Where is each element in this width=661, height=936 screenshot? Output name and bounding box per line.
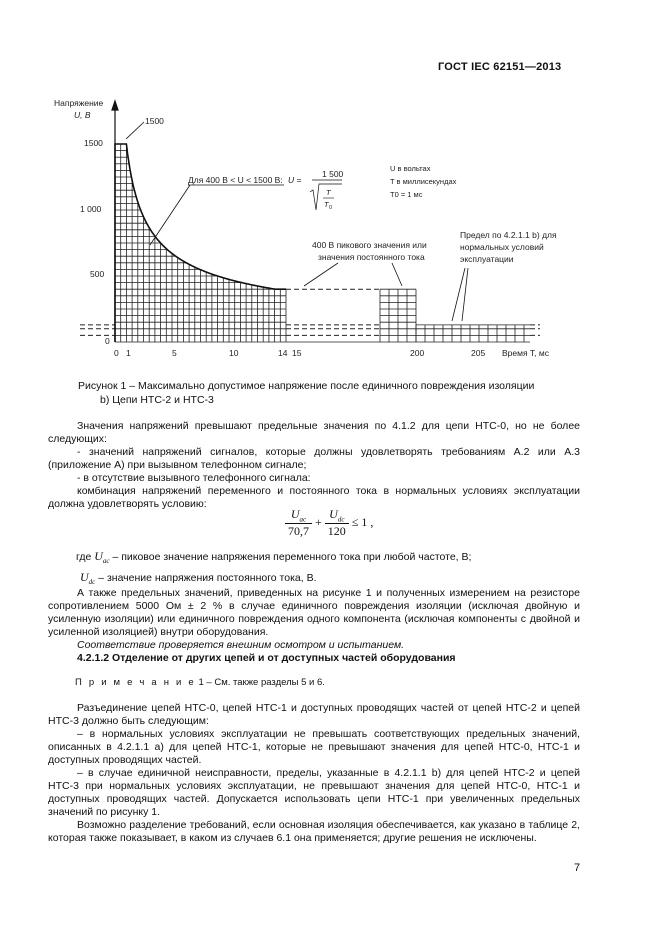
peak-label: 1500 <box>145 116 164 126</box>
note <box>75 677 325 688</box>
formula-numerator: 1 500 <box>322 169 344 179</box>
where-symbol-uac: U <box>94 549 103 563</box>
callout-limit-line3: эксплуатации <box>460 254 514 264</box>
x-tick-1: 1 <box>126 348 131 358</box>
legend-t: T в миллисекундах <box>390 177 457 186</box>
where-text-uac: – пиковое значение напряжения переменного тока при любой частоте, В; <box>112 551 472 563</box>
formula-leader <box>150 185 190 245</box>
figure-caption: Рисунок 1 – Максимально допустимое напряжение после единичного повреждения изоляции <box>78 380 535 392</box>
paragraph-7: Разъединение цепей НТС-0, цепей НТС-1 и доступных проводящих частей от цепей НТС-2 и цепей НТС-3 должно быть следующим: <box>48 702 580 727</box>
where-symbol-udc-sub: dc <box>88 578 96 587</box>
x-tick-5: 5 <box>172 348 177 358</box>
callout-400v-leader-left <box>304 263 338 286</box>
formula-t0-sub: 0 <box>329 205 333 211</box>
paragraph-1: Значения напряжений превышают предельные значения по 4.1.2 для цепи НТС-0, но не более следующих: <box>48 420 580 445</box>
formula-plus: + <box>315 514 322 529</box>
formula-u-dc-sub: dc <box>337 515 345 524</box>
callout-400v-line2: значения постоянного тока <box>318 252 425 262</box>
x-tick-15: 15 <box>292 348 302 358</box>
formula-t: T <box>326 188 331 197</box>
paragraph-3: - в отсутствие вызывного телефонного сигнала: <box>77 472 311 484</box>
formula-u-ac: U <box>290 507 300 521</box>
page-number: 7 <box>574 862 581 874</box>
where-symbol-uac-sub: ac <box>102 557 110 566</box>
formula-u-ac-sub: ac <box>299 515 307 524</box>
figure-axes <box>112 101 118 342</box>
x-tick-205: 205 <box>471 348 486 358</box>
x-axis-label: Время T, мс <box>502 348 549 358</box>
x-tick-0: 0 <box>114 348 119 358</box>
where-prefix: где <box>76 551 92 563</box>
voltage-time-figure <box>40 92 600 377</box>
formula-prefix: Для 400 В < U < 1500 В: <box>188 175 283 185</box>
x-tick-14: 14 <box>278 348 288 358</box>
peak-leader <box>126 122 144 139</box>
formula-tail: ≤ 1 , <box>351 514 374 529</box>
paragraph-2: - значений напряжений сигналов, которые должны удовлетворять требованиям А.2 или А.3 (приложение А) при вызывном телефонном сигнале; <box>48 446 580 471</box>
y-axis-unit: U, B <box>74 110 91 120</box>
y-tick-0: 0 <box>105 336 110 346</box>
document-header: ГОСТ IEC 62151—2013 <box>438 61 562 73</box>
x-tick-200: 200 <box>410 348 425 358</box>
formula-u-dc: U <box>329 507 338 521</box>
section-heading-4-2-1-2: 4.2.1.2 Отделение от других цепей и от доступных частей оборудования <box>77 652 456 664</box>
paragraph-4: комбинация напряжений переменного и постоянного тока в нормальных условиях эксплуатации должна удовлетворять условию: <box>48 485 580 510</box>
note-text: 1 – См. также разделы 5 и 6. <box>195 677 325 688</box>
paragraph-9: – в случае единичной неисправности, пределы, указанные в 4.2.1.1 b) для цепей НТС-2 и цепей НТС-3 при нормальных условиях эксплуатации, не превышают значения для цепей НТС-0, НТС-1 и доступных проводящих частей. Допускается использовать цепи НТС-1 при увеличенных предельных значений по рисунку 1. <box>48 767 580 818</box>
callout-400v-leader-right <box>392 263 402 286</box>
legend-u: U в вольтах <box>390 164 431 173</box>
condition-formula <box>285 507 373 539</box>
x-tick-10: 10 <box>229 348 239 358</box>
legend-t0: T0 = 1 мс <box>390 190 423 199</box>
where-text-udc: – значение напряжения постоянного тока, В. <box>98 572 317 584</box>
definition-uac <box>76 550 580 568</box>
paragraph-8: – в нормальных условиях эксплуатации не превышать соответствующих предельных значений, описанных в 4.2.1.1 а) для цепей НТС-1, которые не превышают значения для цепей НТС-0, НТС-1 и доступных проводящих частей. <box>48 728 580 766</box>
callout-limit-line2: нормальных условий <box>460 242 544 252</box>
y-axis-label: Напряжение <box>54 98 104 108</box>
formula-u: U = <box>288 175 302 185</box>
formula-den-1: 70,7 <box>288 524 309 539</box>
y-tick-500: 500 <box>90 269 105 279</box>
callout-limit-line1: Предел по 4.2.1.1 b) для <box>460 230 557 240</box>
paragraph-10: Возможно разделение требований, если основная изоляция обеспечивается, как указано в таблице 2, которая также показывает, в каком из случаев 6.1 она применяется; другие решения не исключены. <box>48 819 580 844</box>
compliance-statement: Соответствие проверяется внешним осмотром и испытанием. <box>77 639 405 651</box>
where-symbol-udc: U <box>80 570 89 584</box>
note-label: П р и м е ч а н и е <box>75 677 196 688</box>
formula-den-2: 120 <box>327 524 346 539</box>
figure-subcaption: b) Цепи НТС-2 и НТС-3 <box>100 394 214 406</box>
paragraph-5: А также предельных значений, приведенных на рисунке 1 и полученных измерением на резисторе сопротивлением 5000 Ом ± 2 % в случае единичного повреждения изоляции (исключая двойную и усиленную изоляции) или единичного повреждения одного компонента (исключая компоненты с двойной и усиленной изоляцией) внутри оборудования. <box>48 587 580 638</box>
formula-t0: T <box>324 200 329 209</box>
y-tick-1500: 1500 <box>84 138 103 148</box>
callout-400v-line1: 400 В пикового значения или <box>312 240 427 250</box>
y-tick-1000: 1 000 <box>80 204 102 214</box>
